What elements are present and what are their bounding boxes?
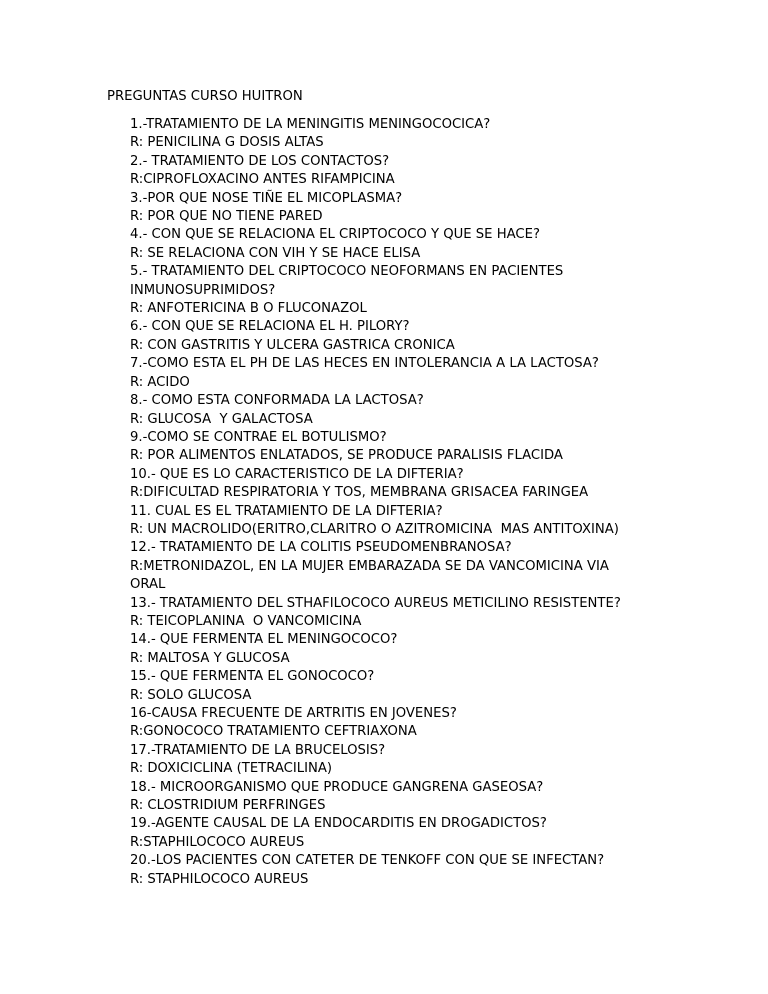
answer-line: R:CIPROFLOXACINO ANTES RIFAMPICINA [130,172,395,188]
answer-line: R:STAPHILOCOCO AUREUS [130,834,305,850]
question-line: 17.-TRATAMIENTO DE LA BRUCELOSIS? [130,742,386,758]
question-line: 5.- TRATAMIENTO DEL CRIPTOCOCO NEOFORMANS EN PACIENTES [130,264,564,280]
question-line: 4.- CON QUE SE RELACIONA EL CRIPTOCOCO Y QUE SE HACE? [130,227,540,243]
answer-line: R: CON GASTRITIS Y ULCERA GASTRICA CRONICA [130,337,455,353]
question-line: INMUNOSUPRIMIDOS? [130,282,276,298]
answer-line: R:METRONIDAZOL, EN LA MUJER EMBARAZADA SE DA VANCOMICINA VIA [130,558,609,574]
question-line: 2.- TRATAMIENTO DE LOS CONTACTOS? [130,153,390,169]
question-line: 11. CUAL ES EL TRATAMIENTO DE LA DIFTERIA? [130,503,443,519]
question-line: 1.-TRATAMIENTO DE LA MENINGITIS MENINGOCOCICA? [130,117,491,132]
question-line: ORAL [130,577,166,593]
answer-line: R:GONOCOCO TRATAMIENTO CEFTRIAXONA [130,724,417,740]
question-line: 13.- TRATAMIENTO DEL STHAFILOCOCO AUREUS METICILINO RESISTENTE? [130,595,621,611]
answer-line: R: TEICOPLANINA O VANCOMICINA [130,613,362,629]
answer-line: R: POR QUE NO TIENE PARED [130,209,323,225]
answer-line: R: GLUCOSA Y GALACTOSA [130,411,313,427]
answer-line: R: CLOSTRIDIUM PERFRINGES [130,798,326,814]
question-line: 6.- CON QUE SE RELACIONA EL H. PILORY? [130,319,410,335]
answer-line: R: SOLO GLUCOSA [130,687,252,703]
question-line: 3.-POR QUE NOSE TIÑE EL MICOPLASMA? [130,190,403,206]
answer-line: R: UN MACROLIDO(ERITRO,CLARITRO O AZITROMICINA MAS ANTITOXINA) [130,521,619,537]
answer-line: R: DOXICICLINA (TETRACILINA) [130,761,332,777]
answer-line: R: POR ALIMENTOS ENLATADOS, SE PRODUCE PARALISIS FLACIDA [130,448,563,464]
answer-line: R: SE RELACIONA CON VIH Y SE HACE ELISA [130,245,421,261]
answer-line: R: ACIDO [130,374,190,390]
question-answer-list [130,116,621,889]
answer-line: R: ANFOTERICINA B O FLUCONAZOL [130,301,367,317]
question-line: 15.- QUE FERMENTA EL GONOCOCO? [130,669,375,685]
answer-line: R: MALTOSA Y GLUCOSA [130,650,290,666]
answer-line: R: PENICILINA G DOSIS ALTAS [130,135,324,151]
question-line: 8.- COMO ESTA CONFORMADA LA LACTOSA? [130,393,424,409]
answer-line: R:DIFICULTAD RESPIRATORIA Y TOS, MEMBRANA GRISACEA FARINGEA [130,485,589,501]
question-line: 19.-AGENTE CAUSAL DE LA ENDOCARDITIS EN DROGADICTOS? [130,816,547,832]
answer-line: R: STAPHILOCOCO AUREUS [130,871,309,887]
question-line: 14.- QUE FERMENTA EL MENINGOCOCO? [130,632,398,648]
question-line: 9.-COMO SE CONTRAE EL BOTULISMO? [130,429,387,445]
question-line: 10.- QUE ES LO CARACTERISTICO DE LA DIFTERIA? [130,466,464,482]
question-line: 16-CAUSA FRECUENTE DE ARTRITIS EN JOVENES? [130,706,457,721]
document-title: PREGUNTAS CURSO HUITRON [107,89,303,104]
question-line: 12.- TRATAMIENTO DE LA COLITIS PSEUDOMENBRANOSA? [130,540,512,556]
question-line: 7.-COMO ESTA EL PH DE LAS HECES EN INTOLERANCIA A LA LACTOSA? [130,356,599,372]
question-line: 20.-LOS PACIENTES CON CATETER DE TENKOFF CON QUE SE INFECTAN? [130,853,605,869]
question-line: 18.- MICROORGANISMO QUE PRODUCE GANGRENA GASEOSA? [130,779,544,795]
